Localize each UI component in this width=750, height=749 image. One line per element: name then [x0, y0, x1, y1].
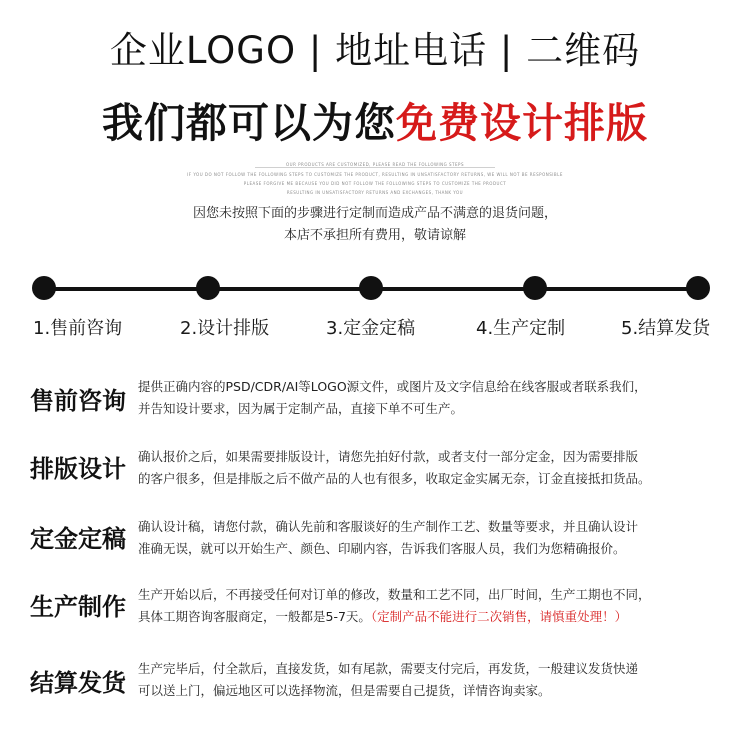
section-title: 结算发货 [30, 669, 126, 697]
page-title: 企业LOGO | 地址电话 | 二维码 [109, 29, 641, 72]
fine-print-line-1: OUR PRODUCTS ARE CUSTOMIZED, PLEASE READ THE FOLLOWING STEPS [286, 162, 464, 167]
section-text-line-2-main: 具体工期咨询客服商定，一般都是5-7天。 [138, 609, 371, 624]
section-production [0, 583, 750, 643]
step-label-1: 1.售前咨询 [33, 318, 123, 339]
timeline-dot-4 [523, 276, 547, 300]
notice-line-2: 本店不承担所有费用，敬请谅解 [283, 228, 466, 243]
section-text-line-1: 生产开始以后，不再接受任何对订单的修改，数量和工艺不同，出厂时间，生产工期也不同， [138, 587, 651, 602]
timeline-dot-2 [196, 276, 220, 300]
notice-line-1: 因您未按照下面的步骤进行定制而造成产品不满意的退货问题， [192, 206, 557, 221]
section-title: 排版设计 [30, 455, 126, 483]
step-label-5: 5.结算发货 [621, 318, 711, 339]
fine-print-line-4: RESULTING IN UNSATISFACTORY RETURNS AND EXCHANGES, THANK YOU [286, 190, 464, 195]
headline [0, 95, 750, 151]
headline-red: 免费设计排版 [396, 99, 648, 147]
section-presale [0, 374, 750, 434]
section-text-line-2 [138, 608, 627, 626]
section-settlement-shipping [0, 656, 750, 716]
section-title: 生产制作 [30, 593, 126, 621]
step-label-4: 4.生产定制 [476, 318, 566, 339]
section-text-line-1: 提供正确内容的PSD/CDR/AI等LOGO源文件，或图片及文字信息给在线客服或者联系我们， [138, 379, 647, 394]
section-text-line-2: 并告知设计要求，因为属于定制产品，直接下单不可生产。 [138, 401, 464, 416]
timeline-dot-1 [32, 276, 56, 300]
section-text-line-1: 确认设计稿，请您付款，确认先前和客服谈好的生产制作工艺、数量等要求，并且确认设计 [138, 519, 639, 534]
section-text-line-1: 确认报价之后，如果需要排版设计，请您先拍好付款，或者支付一部分定金，因为需要排版 [138, 449, 639, 464]
section-text-line-2: 可以送上门，偏远地区可以选择物流，但是需要自己提货，详情咨询卖家。 [138, 683, 551, 698]
fine-print-line-2: IF YOU DO NOT FOLLOW THE FOLLOWING STEPS TO CUSTOMIZE THE PRODUCT, RESULTING IN UNSATISFACTORY RETURNS, WE WILL NOT BE RESPONSIBLE [187, 172, 563, 177]
step-label-2: 2.设计排版 [180, 318, 270, 339]
section-deposit-draft [0, 515, 750, 575]
step-label-3: 3.定金定稿 [326, 318, 416, 339]
section-text-line-2: 准确无误，就可以开始生产、颜色、印刷内容，告诉我们客服人员，我们为您精确报价。 [138, 541, 626, 556]
fine-print-line-3: PLEASE FORGIVE ME BECAUSE YOU DID NOT FOLLOW THE FOLLOWING STEPS TO CUSTOMIZE THE PRODUCT [243, 181, 507, 186]
timeline-dot-5 [686, 276, 710, 300]
headline-black: 我们都可以为您 [102, 99, 396, 147]
section-text-line-2: 的客户很多，但是排版之后不做产品的人也有很多，收取定金实属无奈，订金直接抵扣货品。 [138, 471, 651, 486]
section-title: 售前咨询 [30, 387, 126, 415]
section-layout-design [0, 445, 750, 505]
timeline-dot-3 [359, 276, 383, 300]
warning-text: （定制产品不能进行二次销售，请慎重处理！） [370, 609, 628, 624]
section-title: 定金定稿 [30, 525, 126, 553]
section-text-line-1: 生产完毕后，付全款后，直接发货，如有尾款，需要支付完后，再发货，一般建议发货快递 [138, 661, 639, 676]
